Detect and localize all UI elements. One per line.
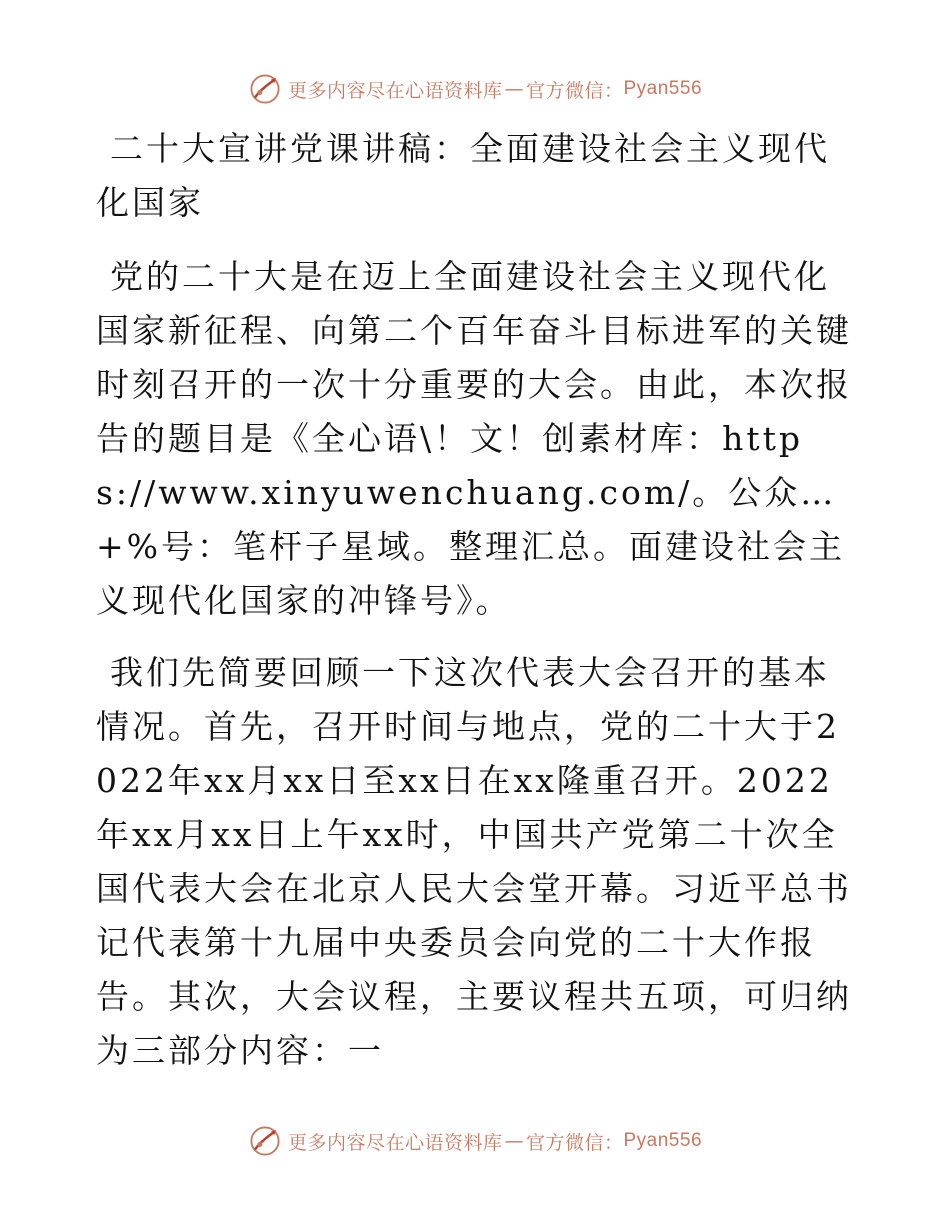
watermark-contact-label: 官方微信： — [525, 1131, 624, 1154]
pen-logo-icon — [248, 1124, 282, 1158]
watermark-separator: — — [504, 1130, 524, 1152]
document-body — [96, 122, 856, 1096]
document-title: 二十大宣讲党课讲稿：全面建设社会主义现代化国家 — [96, 129, 830, 222]
header-watermark — [0, 72, 950, 106]
watermark-separator: — — [504, 78, 524, 100]
watermark-text: 更多内容尽在心语资料库 — [287, 79, 503, 102]
watermark-text: 更多内容尽在心语资料库 — [287, 1131, 503, 1154]
paragraph-2: 我们先简要回顾一下这次代表大会召开的基本情况。首先，召开时间与地点，党的二十大于2022年xx月xx日至xx日在xx隆重召开。2022年xx月xx日上午xx时，中国共产党第二十次全国代表大会在北京人民大会堂开幕。习近平总书记代表第十九届中央委员会向党的二十大作报告。其次，大会议程，主要议程共五项，可归纳为三部分内容：一 — [96, 653, 852, 1070]
paragraph-1: 党的二十大是在迈上全面建设社会主义现代化国家新征程、向第二个百年奋斗目标进军的关键时刻召开的一次十分重要的大会。由此，本次报告的题目是《全心语\！文！创素材库：https://www.xinyuwenchuang.com/。公众…+%号：笔杆子星域。整理汇总。面建设社会主义现代化国家的冲锋号》。 — [96, 257, 852, 620]
watermark-contact-id: Pyan556 — [623, 1130, 703, 1151]
watermark-contact-id: Pyan556 — [623, 78, 703, 99]
watermark-contact-label: 官方微信： — [525, 79, 624, 102]
footer-watermark — [0, 1124, 950, 1158]
pen-logo-icon — [248, 72, 282, 106]
